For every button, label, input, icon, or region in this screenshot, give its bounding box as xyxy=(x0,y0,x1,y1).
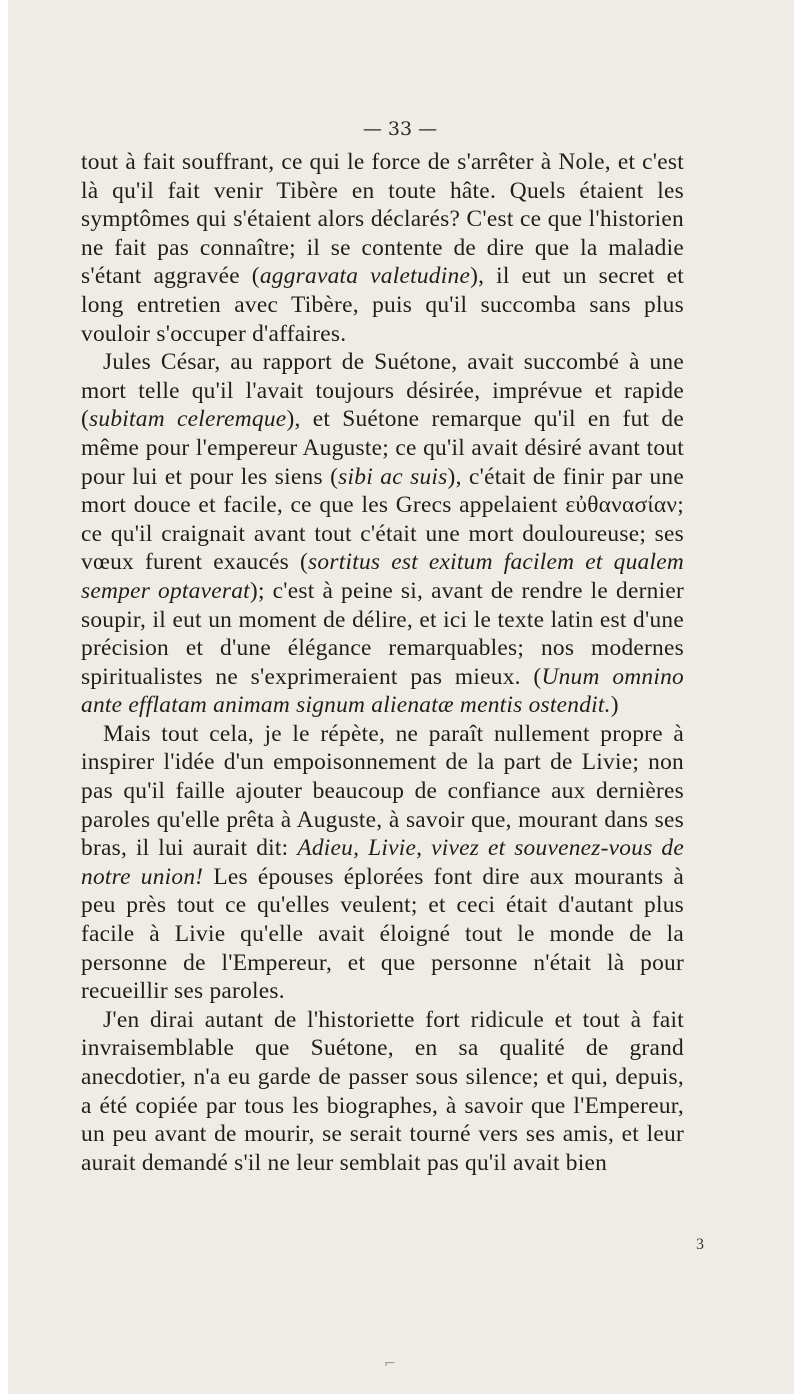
text-run: tout à fait souffrant, ce qui le force de s'arrêter à Nole, et c'est là qu'il fait venir Tibère en toute hâte. Quels étaient les symptômes qui s'étaient alors déclarés? C'est ce que l'historien ne fait pas connaître; il se contente de dire que la maladie s'étant aggravée ( xyxy=(81,149,684,290)
italic-citation: subitam celeremque xyxy=(89,406,287,433)
text-run: J'en dirai autant de l'historiette fort ridicule et tout à fait invraisemblable que Suétone, en sa qualité de grand anecdotier, n'a eu garde de passer sous silence; et qui, depuis, a été copiée par tous les biographes, à savoir que l'Empereur, un peu avant de mourir, se serait tourné vers ses amis, et leur aurait demandé s'il ne leur semblait pas qu'il avait bien xyxy=(81,1006,684,1176)
italic-citation: sortitus est exitum facilem et qualem semper optaverat xyxy=(81,549,684,604)
text-run: ), c'était de finir par une mort douce et facile, ce que les Grecs appelaient εὐθανασίαν; ce qu'il craignait avant tout c'était une mort douloureuse; ses vœux furent exaucés ( xyxy=(81,463,685,576)
text-run: ); c'est à peine si, avant de rendre le dernier soupir, il eut un moment de délire, et ici le texte latin est d'une précision et d'une élégance remarquables; nos modernes spiritualistes ne s'exprimeraient pas mieux. ( xyxy=(81,577,684,690)
text-run: ) xyxy=(610,692,619,719)
text-run: Jules César, au rapport de Suétone, avait succombé à une mort telle qu'il l'avait toujours désirée, imprévue et rapide ( xyxy=(81,349,684,433)
italic-citation: Adieu, Livie, vivez et souvenez-vous de notre union! xyxy=(81,835,684,890)
text-run: ), et Suétone remarque qu'il en fut de même pour l'empereur Auguste; ce qu'il avait désiré avant tout pour lui et pour les siens ( xyxy=(81,406,684,490)
italic-citation: aggravata valetudine xyxy=(259,263,471,290)
text-run: Mais tout cela, je le répète, ne paraît nullement propre à inspirer l'idée d'un empoisonnement de la part de Livie; non pas qu'il faille ajouter beaucoup de confiance aux dernières paroles qu'elle prêta à Auguste, à savoir que, mourant dans ses bras, il lui aurait dit: xyxy=(81,720,684,862)
paragraph xyxy=(81,1006,684,1178)
signature-mark: 3 xyxy=(696,1236,704,1253)
body-text xyxy=(81,148,684,1177)
smudge-mark: ⌐ xyxy=(384,1356,396,1372)
page-number: — 33 — xyxy=(362,118,438,140)
paragraph xyxy=(81,720,684,1006)
text-run: Les épouses éplorées font dire aux mourants à peu près tout ce qu'elles veulent; et ceci était d'autant plus facile à Livie qu'elle avait éloigné tout le monde de la personne de l'Empereur, et que personne n'était là pour recueillir ses paroles. xyxy=(81,863,684,1005)
text-run: ), il eut un secret et long entretien avec Tibère, puis qu'il succomba sans plus vouloir s'occuper d'affaires. xyxy=(81,263,684,347)
italic-citation: Unum omnino ante efflatam animam signum alienatæ mentis ostendit. xyxy=(81,663,684,719)
italic-citation: sibi ac suis xyxy=(338,463,448,490)
paragraph xyxy=(81,148,684,348)
paragraph xyxy=(81,348,684,720)
